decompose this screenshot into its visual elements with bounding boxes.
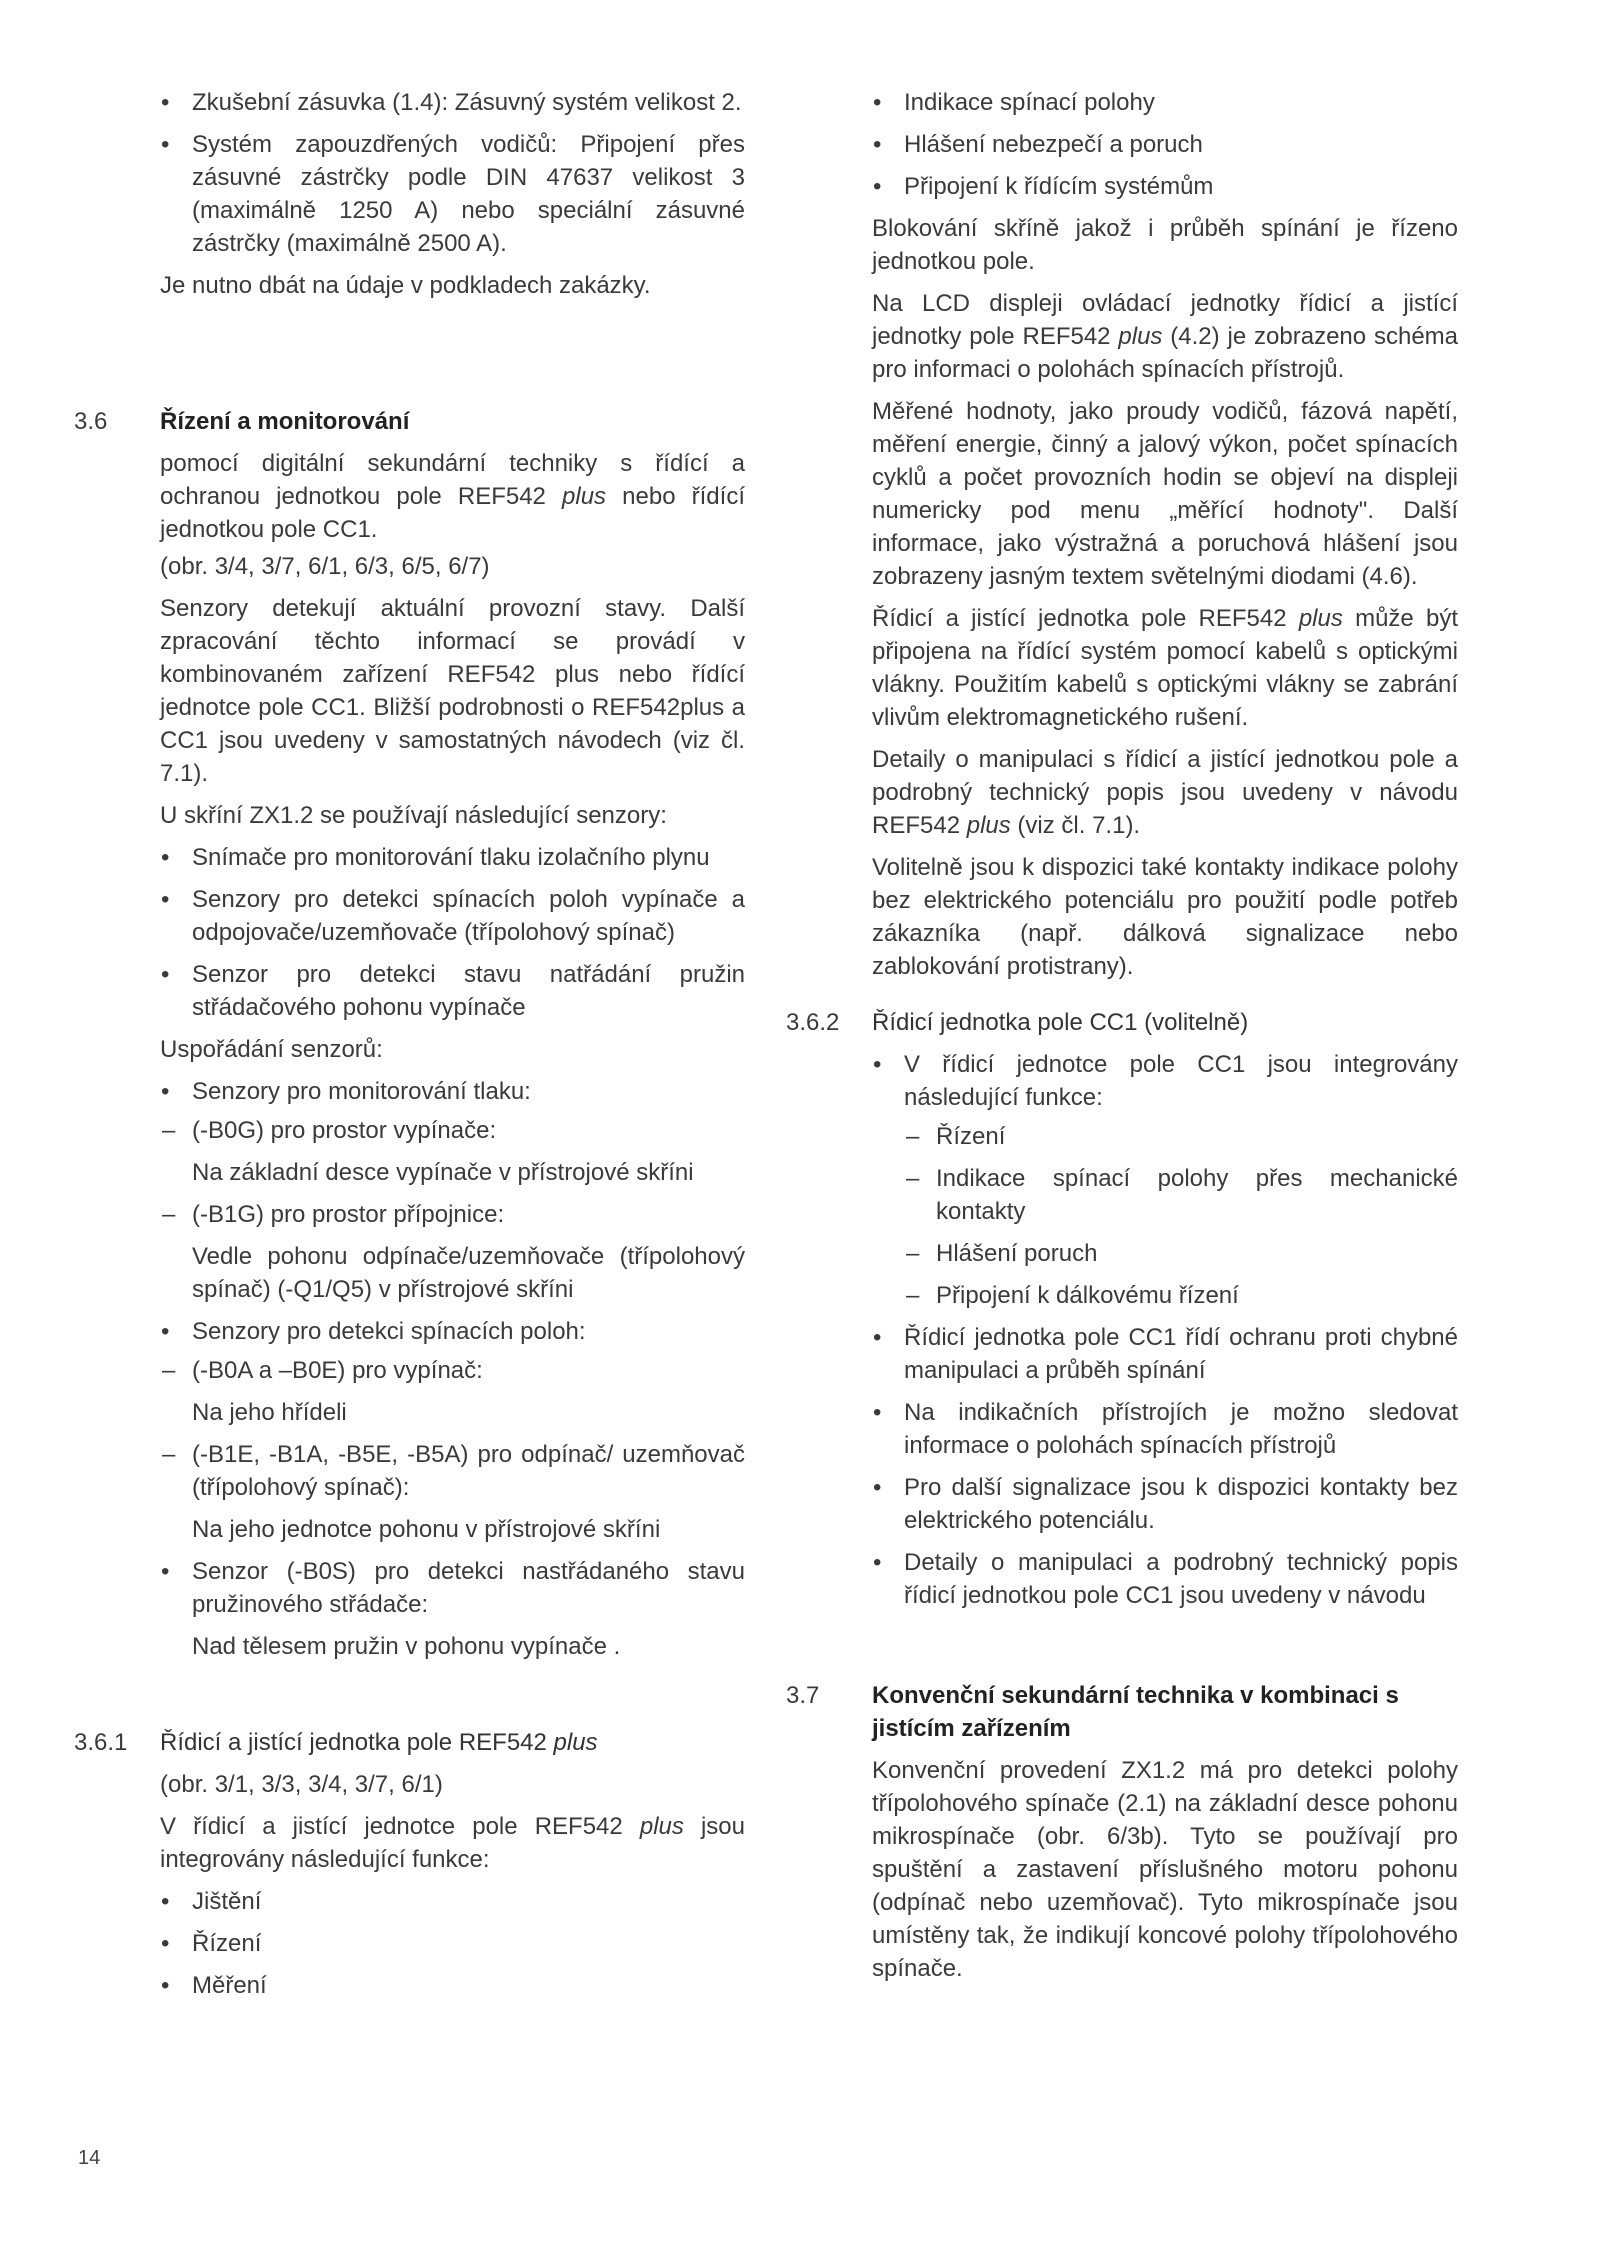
dash-note: Na základní desce vypínače v přístrojové skříni — [192, 1159, 694, 1186]
dash-item: – (-B1E, -B1A, -B5E, -B5A) pro odpínač/ uzemňovač (třípolohový spínač): — [160, 1438, 745, 1504]
section-title: Řízení a monitorování — [160, 408, 410, 435]
order-note: Je nutno dbát na údaje v podkladech zakázky. — [160, 272, 651, 299]
list-item: • Na indikačních přístrojích je možno sledovat informace o polohách spínacích přístrojů — [872, 1396, 1458, 1462]
paragraph: Řídicí a jistící jednotka pole REF542 plus může být připojena na řídící systém pomocí kabelů s optickými vlákny. Použitím kabelů s optickými vlákny se zabrání vlivům elektromagnetického rušení. — [872, 605, 1458, 731]
list-item: • Řídicí jednotka pole CC1 řídí ochranu proti chybné manipulaci a průběh spínání — [872, 1321, 1458, 1387]
spacer — [872, 1621, 1458, 1679]
paragraph: Senzory detekují aktuální provozní stavy. Další zpracování těchto informací se provádí v kombinovaném zařízení REF542 plus nebo řídící jednotce pole CC1. Bližší podrobnosti o REF542plus a CC1 jsou uvedeny v samostatných návodech (viz čl. 7.1). — [160, 595, 745, 787]
paragraph: Uspořádání senzorů: — [160, 1036, 383, 1063]
list-item: • V řídicí jednotce pole CC1 jsou integrovány následující funkce: – Řízení – Indikace spínací polohy přes mechanické kontakty – Hlášení poruch – Připojení k dálkovému řízení — [872, 1048, 1458, 1312]
sensor-list — [160, 841, 745, 1024]
list-item: • Systém zapouzdřených vodičů: Připojení přes zásuvné zástrčky podle DIN 47637 velikost 3 (maximálně 1250 A) nebo speciální zásuvné zástrčky (maximálně 2500 A). — [160, 128, 745, 260]
paragraph: U skříní ZX1.2 se používají následující senzory: — [160, 802, 667, 829]
right-column — [786, 86, 1459, 1994]
sensor-arrangement-list — [160, 1075, 745, 1621]
figure-reference: (obr. 3/1, 3/3, 3/4, 3/7, 6/1) — [160, 1771, 443, 1798]
spacer — [160, 311, 745, 405]
cc1-function-list — [872, 1048, 1458, 1612]
list-item: • Snímače pro monitorování tlaku izolačního plynu — [160, 841, 745, 874]
list-item: • Detaily o manipulaci a podrobný technický popis řídicí jednotkou pole CC1 jsou uvedeny v návodu — [872, 1546, 1458, 1612]
section-title: Konvenční sekundární technika v kombinaci s jistícím zařízením — [872, 1682, 1399, 1742]
list-item: • Senzor pro detekci stavu natřádání pružin střádačového pohonu vypínače — [160, 958, 745, 1024]
list-item: • Senzory pro detekci spínacích poloh vypínače a odpojovače/uzemňovače (třípolohový spínač) — [160, 883, 745, 949]
dash-item: – (-B1G) pro prostor přípojnice: — [160, 1198, 745, 1231]
section-title: Řídicí a jistící jednotka pole REF542 plus — [160, 1729, 598, 1756]
section-heading-3-6-2 — [786, 1006, 1458, 1039]
paragraph: Volitelně jsou k dispozici také kontakty indikace polohy bez elektrického potenciálu pro použití podle potřeb zákazníka (např. dálková signalizace nebo zablokování protistrany). — [872, 854, 1458, 980]
list-item: • Řízení — [160, 1927, 745, 1960]
spring-sensor-note: Nad tělesem pružin v pohonu vypínače . — [192, 1633, 621, 1660]
list-item: • Jištění — [160, 1885, 745, 1918]
dash-item: – Indikace spínací polohy přes mechanické kontakty — [904, 1162, 1458, 1228]
paragraph: Blokování skříně jakož i průběh spínání je řízeno jednotkou pole. — [872, 215, 1458, 275]
section-number: 3.7 — [786, 1682, 820, 1709]
paragraph: Měřené hodnoty, jako proudy vodičů, fázová napětí, měření energie, činný a jalový výkon, počet spínacích cyklů a počet provozních hodin se objeví na displeji numericky pod menu „měřící hodnoty". Další informace, jako výstražná a poruchová hlášení jsou zobrazeny jasným textem světelnými diodami (4.6). — [872, 398, 1458, 590]
dash-item: – (-B0A a –B0E) pro vypínač: — [160, 1354, 745, 1387]
dash-item: – (-B0G) pro prostor vypínače: — [160, 1114, 745, 1147]
spacer — [160, 1672, 745, 1726]
paragraph: Konvenční provedení ZX1.2 má pro detekci polohy třípolohového spínače (2.1) na základní desce pohonu mikrospínače (obr. 6/3b). Tyto se používají pro spuštění a zastavení příslušného motoru pohonu (odpínač nebo uzemňovač). Tyto mikrospínače jsou umístěny tak, že indikují koncové polohy třípolohového spínače. — [872, 1757, 1458, 1982]
section-number: 3.6.1 — [74, 1729, 128, 1756]
dash-note: Vedle pohonu odpínače/uzemňovače (třípolohový spínač) (-Q1/Q5) v přístrojové skříni — [192, 1243, 745, 1303]
list-item: • Pro další signalizace jsou k dispozici kontakty bez elektrického potenciálu. — [872, 1471, 1458, 1537]
list-item: • Senzory pro monitorování tlaku: – (-B0G) pro prostor vypínače: Na základní desce vypínače v přístrojové skříni – (-B1G) pro prostor přípojnice: Vedle pohonu odpínače/uzemňovače (třípolohový spínač) (-Q1/Q5) v přístrojové skříni — [160, 1075, 745, 1306]
spacer — [872, 992, 1458, 1006]
dash-item: – Hlášení poruch — [904, 1237, 1458, 1270]
top-bullet-list — [160, 86, 745, 260]
paragraph: Na LCD displeji ovládací jednotky řídicí a jistící jednotky pole REF542 plus (4.2) je zobrazeno schéma pro informaci o polohách spínacích přístrojů. — [872, 290, 1459, 383]
page-number: 14 — [78, 2147, 101, 2169]
dash-note: Na jeho hřídeli — [192, 1399, 347, 1426]
paragraph: V řídicí a jistící jednotce pole REF542 plus jsou integrovány následující funkce: — [160, 1813, 745, 1873]
section-number: 3.6 — [74, 408, 108, 435]
list-item: • Indikace spínací polohy — [872, 86, 1458, 119]
list-item: • Hlášení nebezpečí a poruch — [872, 128, 1458, 161]
section-heading-3-7 — [786, 1679, 1458, 1745]
dash-item: – Řízení — [904, 1120, 1458, 1153]
dash-item: – Připojení k dálkovému řízení — [904, 1279, 1458, 1312]
left-column — [74, 86, 745, 2011]
dash-note: Na jeho jednotce pohonu v přístrojové skříni — [192, 1516, 661, 1543]
section-heading-3-6-1 — [74, 1726, 745, 1759]
list-item: • Senzor (-B0S) pro detekci nastřádaného stavu pružinového střádače: — [160, 1555, 745, 1621]
section-number: 3.6.2 — [786, 1009, 840, 1036]
section-heading-3-6 — [74, 405, 745, 438]
paragraph: Detaily o manipulaci s řídicí a jistící jednotkou pole a podrobný technický popis jsou uvedeny v návodu REF542 plus (viz čl. 7.1). — [872, 746, 1458, 839]
list-item: • Senzory pro detekci spínacích poloh: – (-B0A a –B0E) pro vypínač: Na jeho hřídeli – (-B1E, -B1A, -B5E, -B5A) pro odpínač/ uzemňovač (třípolohový spínač): Na jeho jednotce pohonu v přístrojové skříni — [160, 1315, 745, 1546]
list-item: • Zkušební zásuvka (1.4): Zásuvný systém velikost 2. — [160, 86, 745, 119]
figure-reference: (obr. 3/4, 3/7, 6/1, 6/3, 6/5, 6/7) — [160, 553, 490, 580]
list-item: • Měření — [160, 1969, 745, 2002]
function-list-continued — [872, 86, 1458, 203]
list-item: • Připojení k řídícím systémům — [872, 170, 1458, 203]
function-list — [160, 1885, 745, 2002]
section-intro: pomocí digitální sekundární techniky s řídící a ochranou jednotkou pole REF542 plus nebo řídící jednotkou pole CC1. — [160, 450, 745, 543]
section-title: Řídicí jednotka pole CC1 (volitelně) — [872, 1009, 1249, 1036]
